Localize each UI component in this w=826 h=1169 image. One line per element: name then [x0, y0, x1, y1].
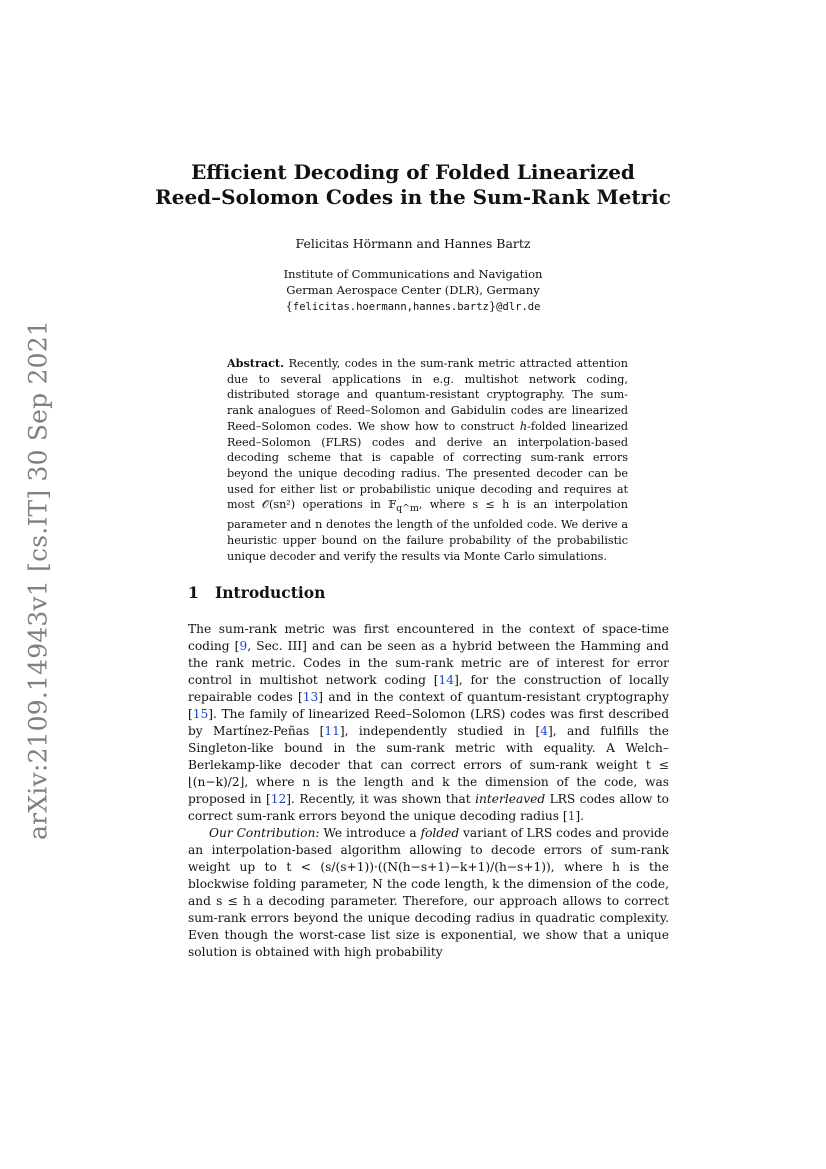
contribution-label: Our Contribution:: [209, 826, 320, 840]
title-line-2: Reed–Solomon Codes in the Sum-Rank Metric: [155, 185, 671, 209]
section-heading-introduction: [188, 583, 325, 602]
author-emails: {felicitas.hoermann,hannes.bartz}@dlr.de: [285, 299, 541, 313]
author-list: Felicitas Hörmann and Hannes Bartz: [295, 236, 531, 251]
affiliation-block: [140, 266, 686, 315]
citation-link[interactable]: 1: [567, 809, 576, 823]
paragraph-intro: The sum-rank metric was first encountered in the context of space-time coding [9, Sec. III] and can be seen as a hybrid between the Hamming and the rank metric. Codes in the sum-rank metric are of interest for error control in multishot network coding [14], for the construction of locally repairable codes [13] and in the context of quantum-resistant cryptography [15]. The family of linearized Reed–Solomon (LRS) codes was first described by Martínez-Peñas [11], independently studied in [4], and fulfills the Singleton-like bound in the sum-rank metric with equality. A Welch–Berlekamp-like decoder that can correct errors of sum-rank weight t ≤ ⌊(n−k)/2⌋, where n is the length and k the dimension of the code, was proposed in [12]. Recently, it was shown that interleaved LRS codes allow to correct sum-rank errors beyond the unique decoding radius [1].: [188, 622, 670, 823]
citation-link[interactable]: 11: [324, 724, 340, 738]
section-title: Introduction: [215, 583, 326, 602]
citation-link[interactable]: 12: [270, 792, 287, 806]
citation-link[interactable]: 13: [302, 690, 319, 704]
citation-link[interactable]: 14: [438, 673, 455, 687]
paragraph-contribution: Our Contribution: We introduce a folded variant of LRS codes and provide an interpolation-based algorithm allowing to decode errors of sum-rank weight up to t < (s/(s+1))·((N(h−s+1)−k+1)/(h−s+1)), where h is the blockwise folding parameter, N the code length, k the dimension of the code, and s ≤ h a decoding parameter. Therefore, our approach allows to correct sum-rank errors beyond the unique decoding radius in quadratic complexity. Even though the worst-case list size is exponential, we show that a unique solution is obtained with high probability: [188, 826, 669, 959]
introduction-body: [188, 621, 669, 961]
title-line-1: Efficient Decoding of Folded Linearized: [191, 160, 635, 184]
abstract-label: Abstract.: [227, 356, 284, 370]
section-number: 1: [188, 583, 199, 602]
affiliation-organization: German Aerospace Center (DLR), Germany: [286, 283, 540, 297]
abstract: Abstract. Recently, codes in the sum-rank metric attracted attention due to several applications in e.g. multishot network coding, distributed storage and quantum-resistant cryptography. The sum-rank analogues of Reed–Solomon and Gabidulin codes are linearized Reed–Solomon codes. We show how to construct h-folded linearized Reed–Solomon (FLRS) codes and derive an interpolation-based decoding scheme that is capable of correcting sum-rank errors beyond the unique decoding radius. The presented decoder can be used for either list or probabilistic unique decoding and requires at most 𝒪(sn²) operations in 𝔽$_{q\^{}m}$, where s ≤ h is an interpolation parameter and n denotes the length of the unfolded code. We derive a heuristic upper bound on the failure probability of the probabilistic unique decoder and verify the results via Monte Carlo simulations.: [227, 356, 628, 563]
affiliation-institute: Institute of Communications and Navigation: [283, 267, 543, 281]
paper-title: [140, 160, 686, 210]
citation-link[interactable]: 4: [540, 724, 549, 738]
citation-link[interactable]: 15: [192, 707, 209, 721]
citation-link[interactable]: 9: [239, 639, 248, 653]
arxiv-identifier[interactable]: arXiv:2109.14943v1 [cs.IT] 30 Sep 2021: [23, 320, 53, 840]
